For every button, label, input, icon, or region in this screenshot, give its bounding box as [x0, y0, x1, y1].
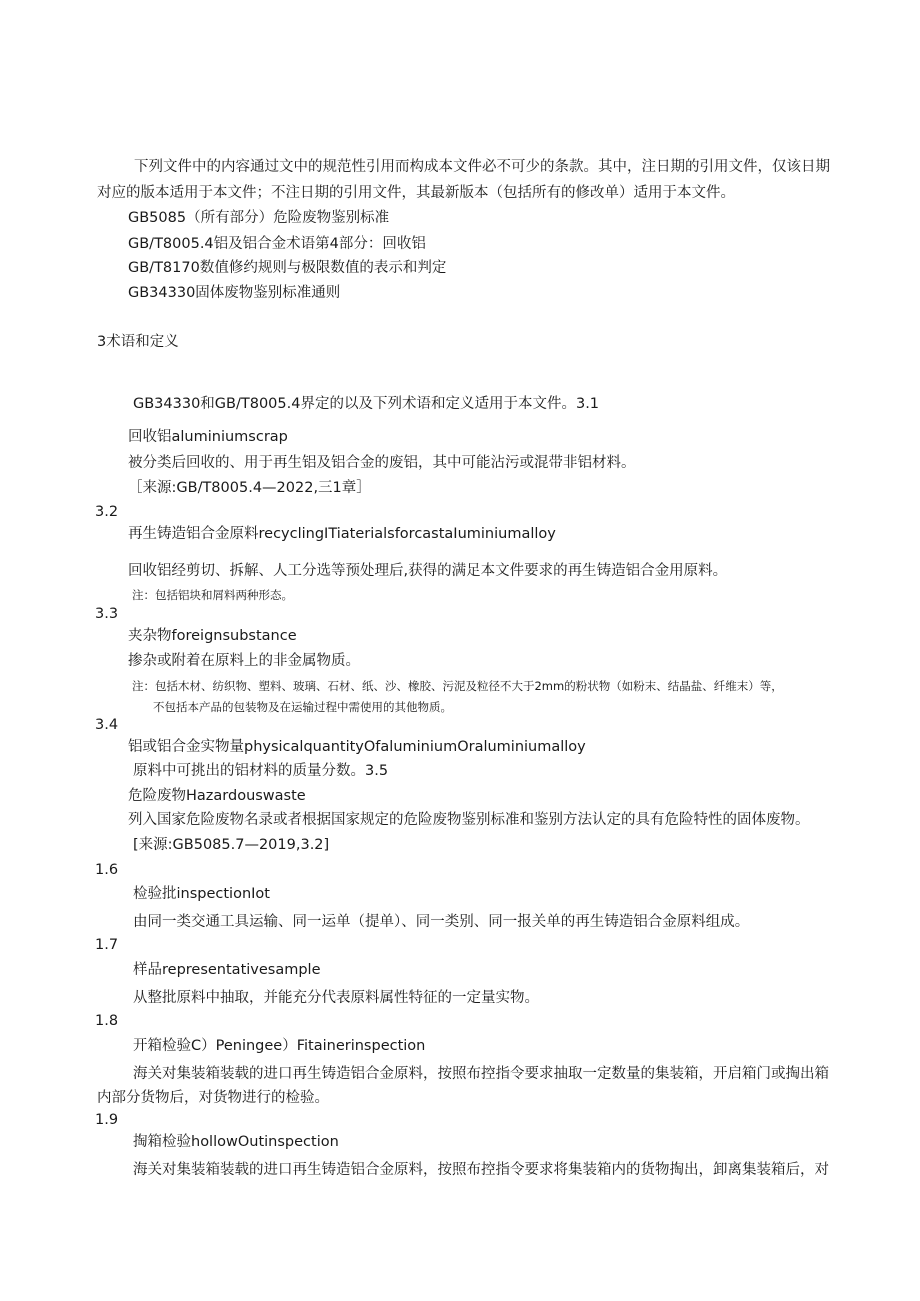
term-title: 再生铸造铝合金原料recyclingITiaterialsforcastaIuminiumalloy [128, 526, 556, 542]
reference-item: GB34330固体废物鉴别标准通则 [128, 285, 341, 301]
intro-paragraph-line-2: 对应的版本适用于本文件；不注日期的引用文件，其最新版本（包括所有的修改单）适用于本文件。 [97, 185, 735, 201]
section-intro: GB34330和GB/T8005.4界定的以及下列术语和定义适用于本文件。3.1 [133, 396, 600, 412]
term-number: 1.8 [95, 1013, 119, 1029]
term-definition: 被分类后回收的、用于再生铝及铝合金的废铝，其中可能沾污或混带非铝材料。 [128, 455, 636, 471]
term-definition: 掺杂或附着在原料上的非金属物质。 [128, 653, 360, 669]
term-number: 3.2 [95, 504, 119, 520]
term-definition: 由同一类交通工具运输、同一运单（提单）、同一类别、同一报关单的再生铸造铝合金原料组成。 [133, 914, 750, 930]
term-note: 注：包括木材、纺织物、塑料、玻璃、石材、纸、沙、橡胶、污泥及粒径不大于2mm的粉状物（如粉末、结晶盐、纤维末）等， [132, 679, 783, 693]
term-number: 3.4 [95, 717, 119, 733]
term-number: 1.7 [95, 937, 119, 953]
term-title: 夹杂物foreignsubstance [128, 628, 297, 644]
term-title: 样品representativesample [133, 962, 321, 978]
term-note: 注：包括铝块和屑料两种形态。 [132, 588, 293, 602]
term-title: 危险废物Hazardouswaste [128, 788, 306, 804]
term-number: 1.6 [95, 862, 119, 878]
term-definition-continued: 内部分货物后，对货物进行的检验。 [97, 1090, 329, 1106]
term-title: 检验批inspectionIot [133, 886, 270, 902]
term-definition: 原料中可挑出的铝材料的质量分数。3.5 [133, 763, 389, 779]
term-definition: 回收铝经剪切、拆解、人工分选等预处理后,获得的满足本文件要求的再生铸造铝合金用原料。 [128, 563, 728, 579]
term-number: 1.9 [95, 1112, 119, 1128]
term-definition: 海关对集装箱装载的进口再生铸造铝合金原料，按照布控指令要求抽取一定数量的集装箱，开启箱门或掏出箱 [133, 1066, 829, 1082]
term-title: 掏箱检验hollowOutinspection [133, 1134, 339, 1150]
term-note-continued: 不包括本产品的包装物及在运输过程中需使用的其他物质。 [153, 700, 452, 714]
term-title: 回收铝aluminiumscrap [128, 429, 288, 445]
reference-item: GB/T8170数值修约规则与极限数值的表示和判定 [128, 260, 447, 276]
term-definition: 列入国家危险废物名录或者根据国家规定的危险废物鉴别标准和鉴别方法认定的具有危险特性的固体废物。 [128, 812, 810, 828]
term-definition: 从整批原料中抽取，并能充分代表原料属性特征的一定量实物。 [133, 990, 539, 1006]
term-definition: 海关对集装箱装载的进口再生铸造铝合金原料，按照布控指令要求将集装箱内的货物掏出，卸离集装箱后，对 [133, 1162, 829, 1178]
term-title: 铝或铝合金实物量physicalquantityOfaluminiumOraluminiumalloy [128, 739, 586, 755]
term-source: [来源:GB5085.7—2019,3.2] [133, 837, 330, 853]
intro-paragraph-line-1: 下列文件中的内容通过文中的规范性引用而构成本文件必不可少的条款。其中，注日期的引用文件，仅该日期 [134, 159, 830, 175]
term-source: ［来源:GB/T8005.4—2022,三1章］ [128, 480, 371, 496]
term-number: 3.3 [95, 606, 119, 622]
reference-item: GB5085（所有部分）危险废物鉴别标准 [128, 210, 390, 226]
term-title: 开箱检验C）Peningee）Fitainerinspection [133, 1038, 426, 1054]
reference-item: GB/T8005.4铝及铝合金术语第4部分：回收铝 [128, 236, 426, 252]
section-heading: 3术语和定义 [97, 334, 179, 350]
